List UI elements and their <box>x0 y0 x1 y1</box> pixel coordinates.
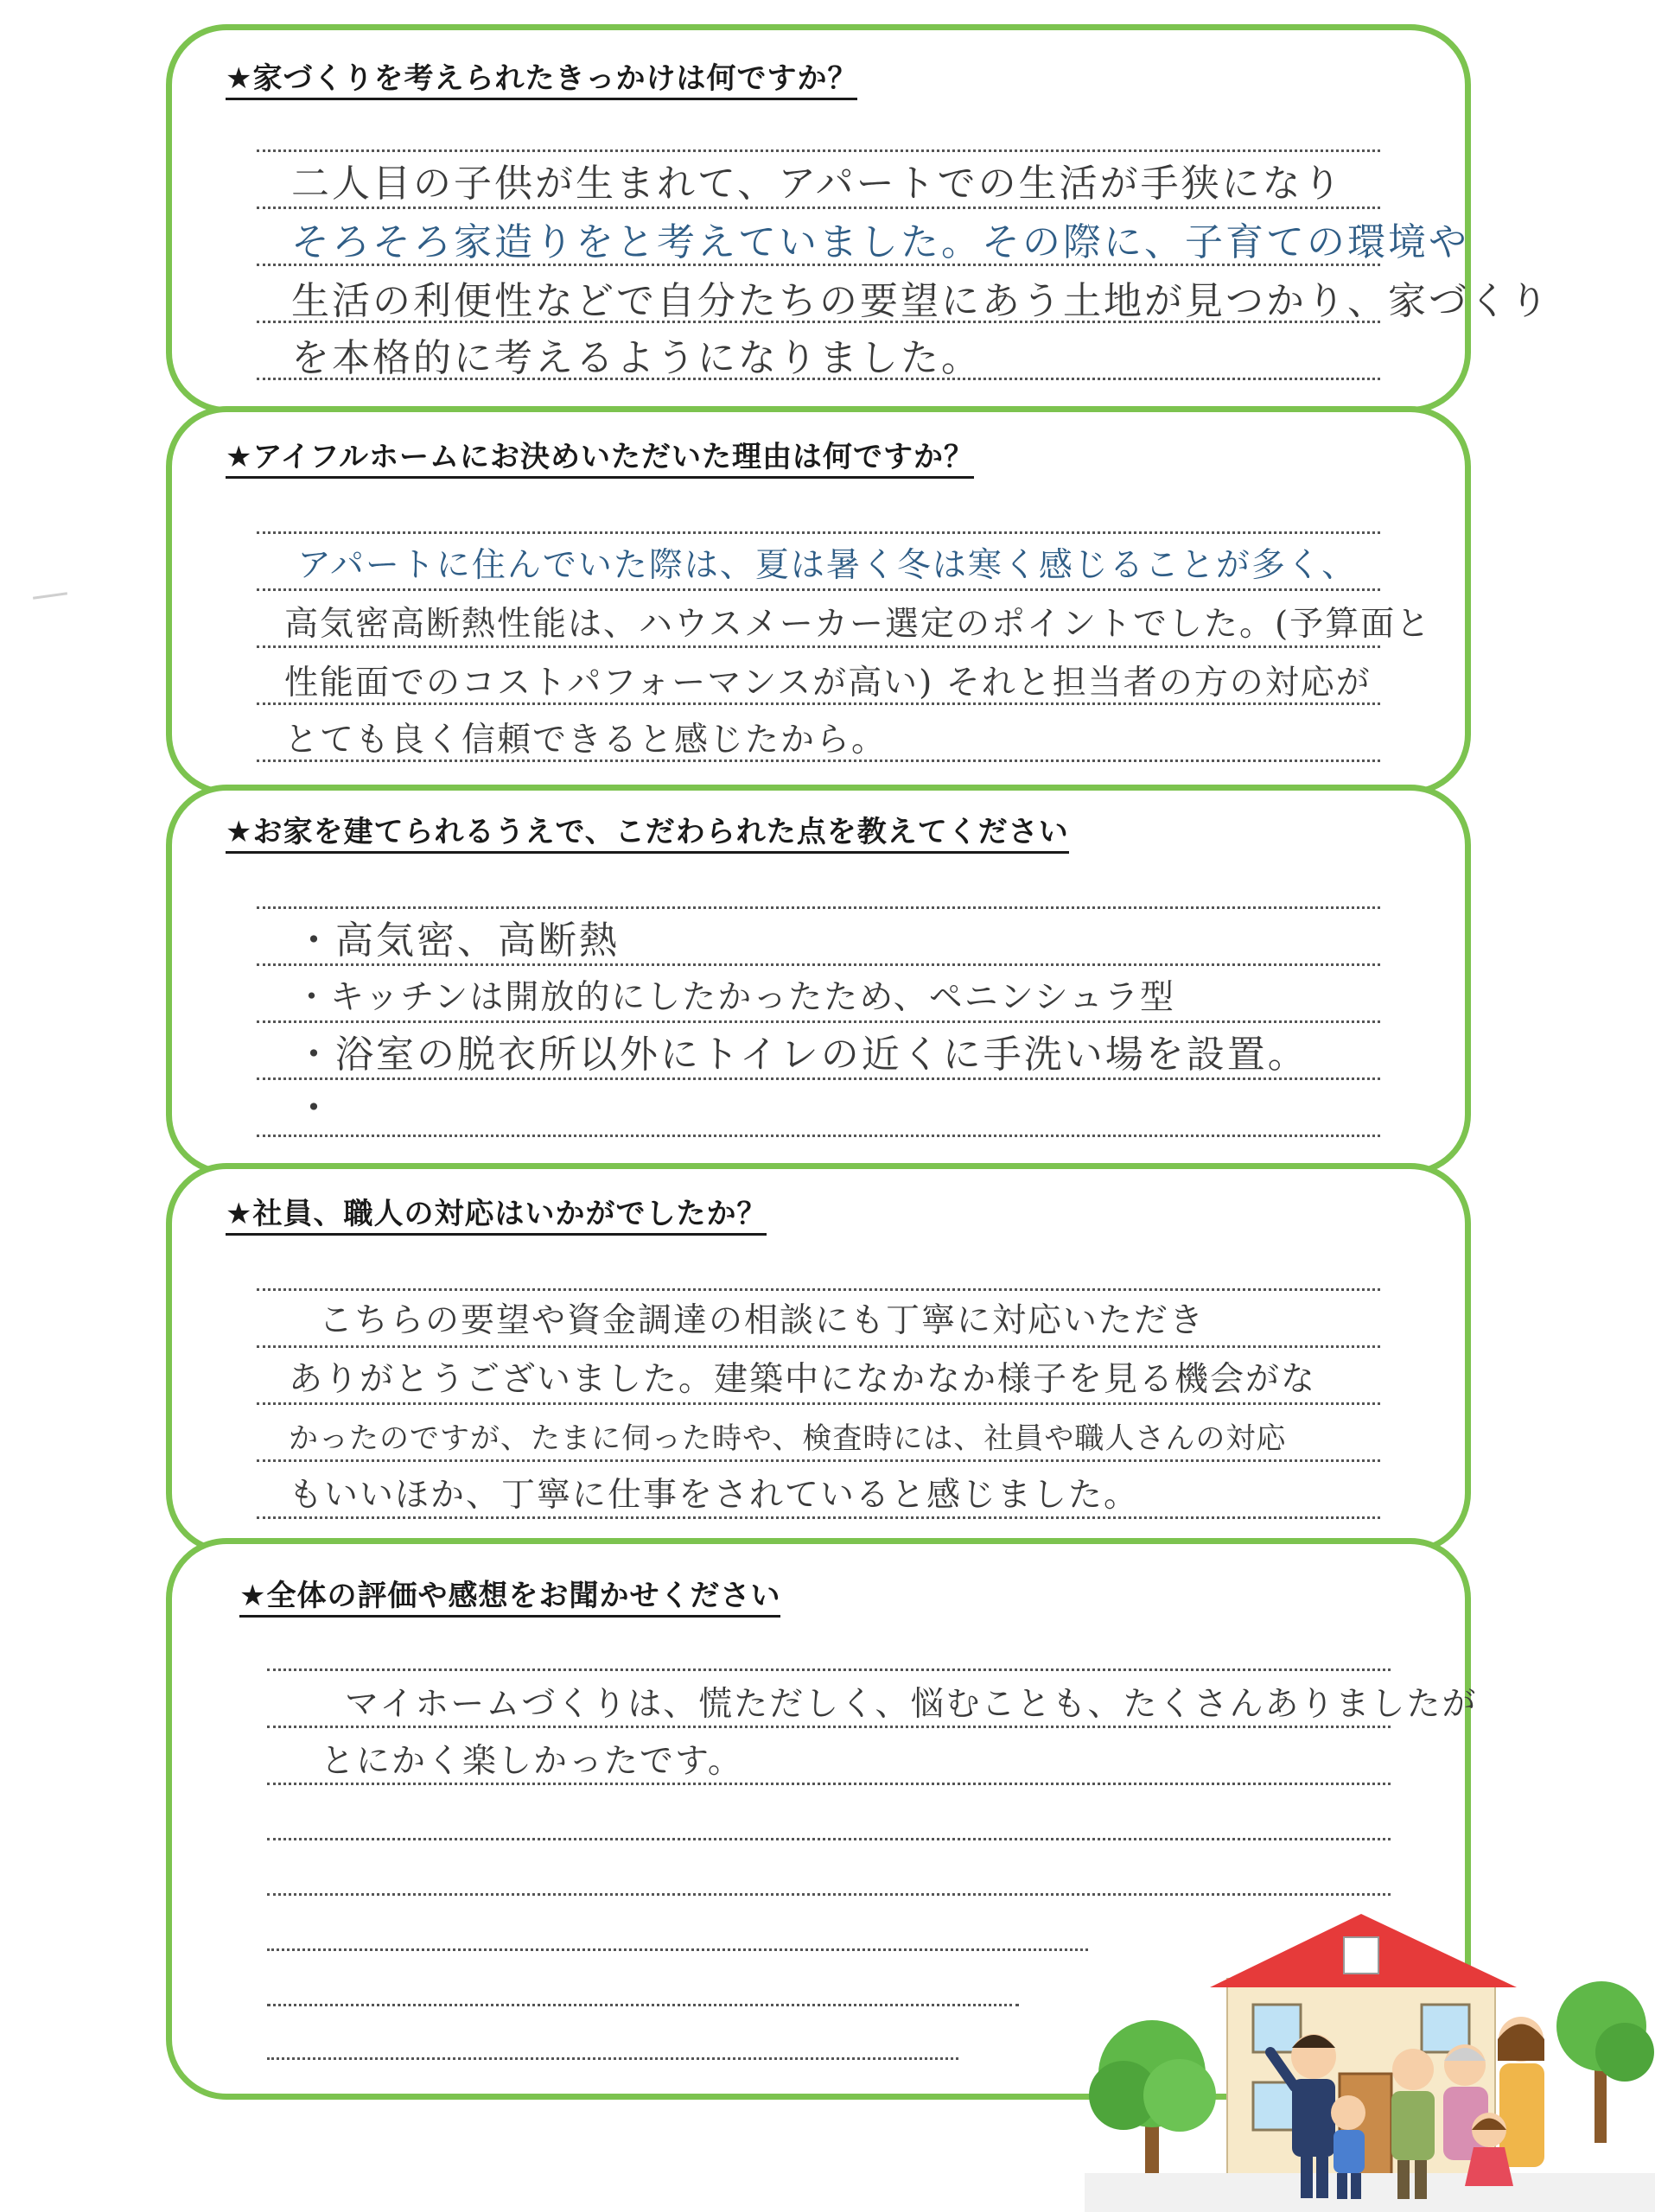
answer-line: こちらの要望や資金調達の相談にも丁寧に対応いただき <box>319 1301 1206 1340</box>
answer-line: ありがとうございました。建築中になかなか様子を見る機会がな <box>289 1360 1317 1399</box>
answer-rule <box>267 1948 1088 1951</box>
answer-rule <box>267 2057 958 2060</box>
question-heading-5: ★全体の評価や感想をお聞かせください <box>239 1577 780 1618</box>
question-heading-3: ★お家を建てられるうえで、こだわられた点を教えてください <box>226 813 1069 854</box>
question-card-4 <box>166 1163 1471 1554</box>
answer-rule <box>267 1838 1391 1840</box>
tree-icon <box>1556 1981 1654 2143</box>
answer-line: そろそろ家造りをと考えていました。その際に、子育ての環境や <box>291 220 1469 264</box>
answer-rule <box>267 1893 1391 1896</box>
answer-rule <box>267 1669 1391 1671</box>
answer-line: マイホームづくりは、慌ただしく、悩むことも、たくさんありましたが <box>345 1685 1478 1724</box>
answer-line: 二人目の子供が生まれて、アパートでの生活が手狭になり <box>291 162 1344 206</box>
answer-line: 生活の利便性などで自分たちの要望にあう土地が見つかり、家づくり <box>291 279 1550 323</box>
answer-line: ・キッチンは開放的にしたかったため、ペニンシュラ型 <box>295 978 1175 1017</box>
answer-rule <box>257 1135 1380 1137</box>
answer-rule <box>257 1288 1380 1291</box>
answer-line: ・浴室の脱衣所以外にトイレの近くに手洗い場を設置。 <box>295 1033 1308 1077</box>
answer-line: 性能面でのコストパフォーマンスが高い) それと担当者の方の対応が <box>284 664 1372 702</box>
scan-mark <box>33 592 67 600</box>
answer-line: を本格的に考えるようになりました。 <box>291 336 982 380</box>
tree-icon <box>1089 2020 1216 2177</box>
answer-rule <box>257 906 1380 909</box>
question-heading-4: ★社員、職人の対応はいかがでしたか？ <box>226 1195 767 1236</box>
answer-line: アパートに住んでいた際は、夏は暑く冬は寒く感じることが多く、 <box>297 546 1358 585</box>
answer-rule <box>257 531 1380 534</box>
question-card-3 <box>166 785 1471 1175</box>
answer-line: とても良く信頼できると感じたから。 <box>284 721 888 760</box>
answer-line: ・高気密、高断熱 <box>295 918 620 963</box>
answer-rule <box>257 1345 1380 1348</box>
answer-rule <box>257 149 1380 152</box>
answer-line: ・ <box>295 1086 335 1130</box>
question-heading-2: ★アイフルホームにお決めいただいた理由は何ですか？ <box>226 438 974 479</box>
answer-rule <box>267 2004 1019 2006</box>
answer-line: とにかく楽しかったです。 <box>321 1742 743 1781</box>
answer-line: 高気密高断熱性能は、ハウスメーカー選定のポイントでした。(予算面と <box>284 605 1432 644</box>
question-card-1 <box>166 24 1550 413</box>
question-card-2 <box>166 406 1471 795</box>
family-house-illustration <box>1085 1910 1655 2212</box>
answer-line: もいいほか、丁寧に仕事をされていると感じました。 <box>289 1476 1140 1515</box>
answer-line: かったのですが、たまに伺った時や、検査時には、社員や職人さんの対応 <box>289 1421 1287 1456</box>
question-heading-1: ★家づくりを考えられたきっかけは何ですか？ <box>226 60 857 100</box>
